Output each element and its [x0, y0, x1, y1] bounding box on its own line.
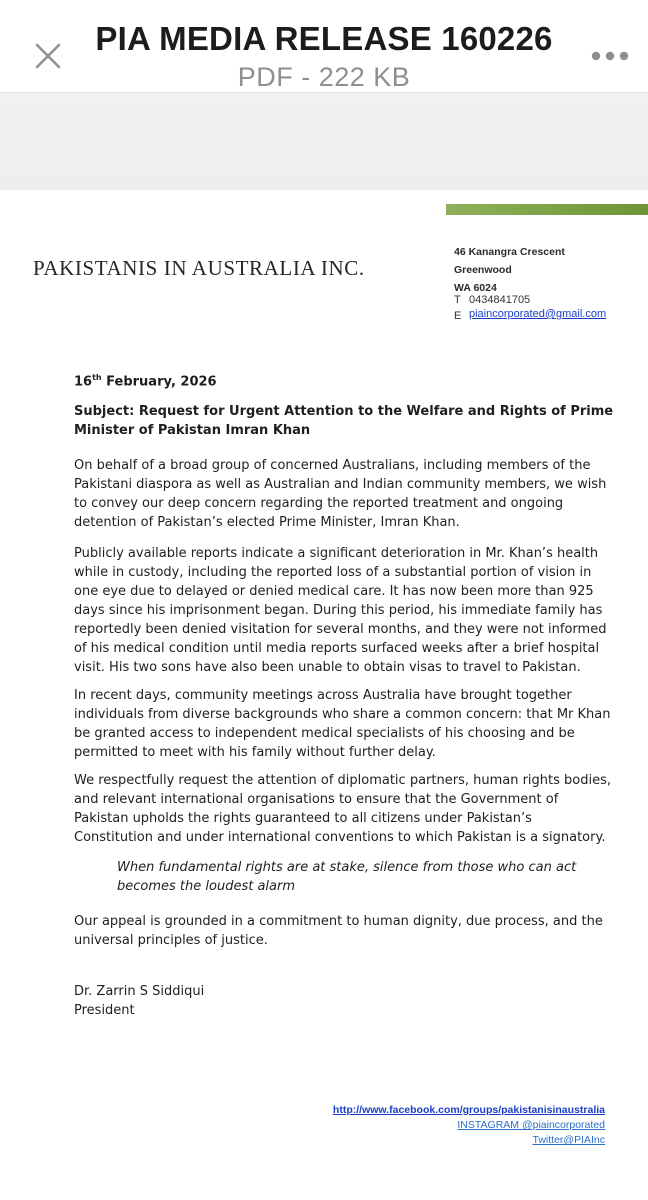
facebook-link[interactable]: http://www.facebook.com/groups/pakistanisinaustralia [332, 1104, 605, 1116]
letterhead-accent-bar [446, 204, 648, 215]
date-month-year: February, 2026 [101, 374, 217, 390]
email-label: E [454, 310, 462, 322]
signatory-name: Dr. Zarrin S Siddiqui [74, 984, 205, 999]
phone-number: 0434841705 [469, 294, 531, 306]
pdf-page[interactable] [0, 190, 648, 1200]
quote-line: becomes the loudest alarm [117, 879, 295, 894]
document-title: PIA MEDIA RELEASE 160226 [95, 20, 553, 57]
letter-paragraph: In recent days, community meetings across Australia have brought together individuals from diverse backgrounds who share a common concern: that Mr Khan be granted access to independent medical specialists of his choosing and be permitted to meet with his family without further delay. [74, 688, 611, 760]
quote-line: When fundamental rights are at stake, silence from those who can act [117, 860, 577, 875]
twitter-link[interactable]: Twitter@PIAInc [532, 1134, 605, 1146]
viewer-background [0, 92, 648, 192]
more-options-icon[interactable] [590, 48, 630, 64]
phone-label: T [454, 294, 461, 306]
viewer-header [0, 0, 648, 92]
address-line-3: WA 6024 [454, 282, 497, 294]
signatory-title: President [74, 1003, 135, 1018]
instagram-link[interactable]: INSTAGRAM @piaincorporated [457, 1119, 605, 1131]
date-day: 16 [74, 374, 93, 390]
organization-name: PAKISTANIS IN AUSTRALIA INC. [33, 256, 365, 280]
address-line-1: 46 Kanangra Crescent [454, 246, 565, 258]
date-suffix: th [92, 373, 102, 382]
email-link[interactable]: piaincorporated@gmail.com [469, 308, 607, 320]
letter-paragraph: We respectfully request the attention of diplomatic partners, human rights bodies, and relevant international organisations to ensure that the Government of Pakistan upholds the rights guaranteed to all citizens under Pakistan’s Constitution and under international conventions to which Pakistan is a signatory. [74, 773, 612, 845]
letter-paragraph: Publicly available reports indicate a significant deterioration in Mr. Khan’s health while in custody, including the reported loss of a substantial portion of vision in one eye due to delayed or denied medical care. It has now been more than 925 days since his imprisonment began. During this period, his immediate family has reportedly been denied visitation for several months, and they were not informed of his medical condition until media reports surfaced weeks after a brief hospital visit. His two sons have also been unable to obtain visas to travel to Pakistan. [74, 546, 607, 675]
letter-date [74, 368, 614, 391]
document-file-info: PDF - 222 KB [237, 62, 411, 92]
address-line-2: Greenwood [454, 264, 512, 276]
letter-subject: Subject: Request for Urgent Attention to the Welfare and Rights of Prime Minister of Pakistan Imran Khan [74, 404, 614, 438]
letter-paragraph: Our appeal is grounded in a commitment to human dignity, due process, and the universal principles of justice. [74, 914, 603, 948]
letter-paragraph: On behalf of a broad group of concerned Australians, including members of the Pakistani diaspora as well as Australian and Indian community members, we wish to convey our deep concern regarding the reported treatment and ongoing detention of Pakistan’s elected Prime Minister, Imran Khan. [74, 458, 607, 530]
